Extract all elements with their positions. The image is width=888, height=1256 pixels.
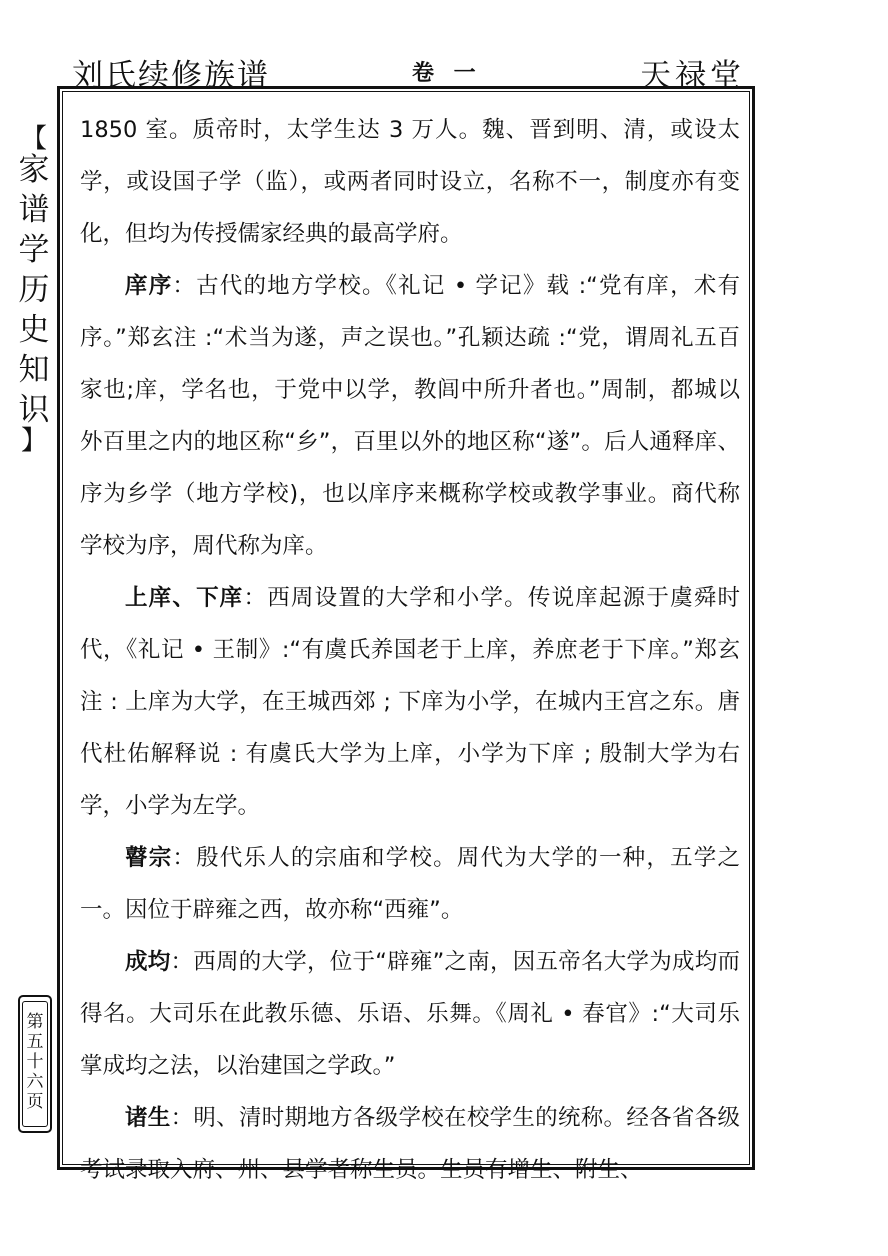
sidebar-close-bracket: 】 [20, 426, 47, 456]
sidebar-section-title [14, 124, 54, 456]
sidebar-char: 家 [18, 152, 50, 188]
sidebar-char: 学 [18, 232, 50, 268]
sidebar-char: 识 [18, 392, 50, 428]
sidebar-char: 知 [18, 352, 50, 388]
sidebar-open-bracket: 【 [20, 124, 47, 154]
term-heading: 瞽宗 [125, 845, 173, 871]
paragraph-text: ：西周的大学，位于“辟雍”之南，因五帝名大学为成均而得名。大司乐在此教乐德、乐语、乐舞。《周礼 • 春官》:“大司乐掌成均之法，以治建国之学政。” [80, 949, 740, 1079]
page-number-char: 五 [26, 1032, 44, 1052]
paragraph-text: ：古代的地方学校。《礼记 • 学记》载 :“党有庠，术有序。”郑玄注 :“术当为遂，声之误也。”孔颖达疏 :“党，谓周礼五百家也;庠，学名也，于党中以学，教闾中所升者也。”周制，都城以外百里之内的地区称“乡”，百里以外的地区称“遂”。后人通释庠、序为乡学（地方学校)，也以庠序来概称学校或教学事业。商代称学校为序，周代称为庠。 [80, 273, 740, 559]
sidebar-char: 史 [18, 312, 50, 348]
paragraph-xiangxu [80, 260, 740, 572]
sidebar-char: 谱 [18, 192, 50, 228]
paragraph-text: ：明、清时期地方各级学校在校学生的统称。经各省各级考试录取入府、州、县学者称生员。生员有增生、附生、 [80, 1105, 740, 1183]
term-heading: 诸生 [125, 1105, 171, 1131]
paragraph-guzong [80, 832, 740, 936]
page-number-char: 六 [26, 1072, 44, 1092]
term-heading: 上庠、下庠 [125, 585, 244, 611]
paragraph-shangxiang-xiaxiang [80, 572, 740, 832]
header-genealogy-title: 刘氏续修族谱 [72, 58, 270, 94]
page-number-char: 页 [26, 1092, 44, 1112]
header-volume: 卷 一 [412, 60, 482, 86]
page-number-box [18, 995, 52, 1133]
page-number-char: 第 [26, 1012, 44, 1032]
paragraph-text: 1850 室。质帝时，太学生达 3 万人。魏、晋到明、清，或设太学，或设国子学（监），或两者同时设立，名称不一，制度亦有变化，但均为传授儒家经典的最高学府。 [80, 117, 740, 247]
paragraph-text: ：殷代乐人的宗庙和学校。周代为大学的一种，五学之一。因位于辟雍之西，故亦称“西雍”。 [80, 845, 740, 923]
term-heading: 庠序 [125, 273, 173, 299]
paragraph-text: ：西周设置的大学和小学。传说庠起源于虞舜时代，《礼记 • 王制》:“有虞氏养国老于上庠，养庶老于下庠。”郑玄注 : 上庠为大学，在王城西郊 ; 下庠为小学，在城内王宫之东。唐代杜佑解释说 : 有虞氏大学为上庠，小学为下庠 ; 殷制大学为右学，小学为左学。 [80, 585, 740, 819]
body-text [80, 104, 740, 1196]
page-number-char: 十 [26, 1052, 44, 1072]
page-number-label [22, 1001, 48, 1127]
paragraph-zhusheng [80, 1092, 740, 1196]
header-hall-name: 天禄堂 [640, 58, 745, 94]
paragraph-taixue-continuation [80, 104, 740, 260]
sidebar-char: 历 [18, 272, 50, 308]
paragraph-chengjun [80, 936, 740, 1092]
term-heading: 成均 [125, 949, 171, 975]
